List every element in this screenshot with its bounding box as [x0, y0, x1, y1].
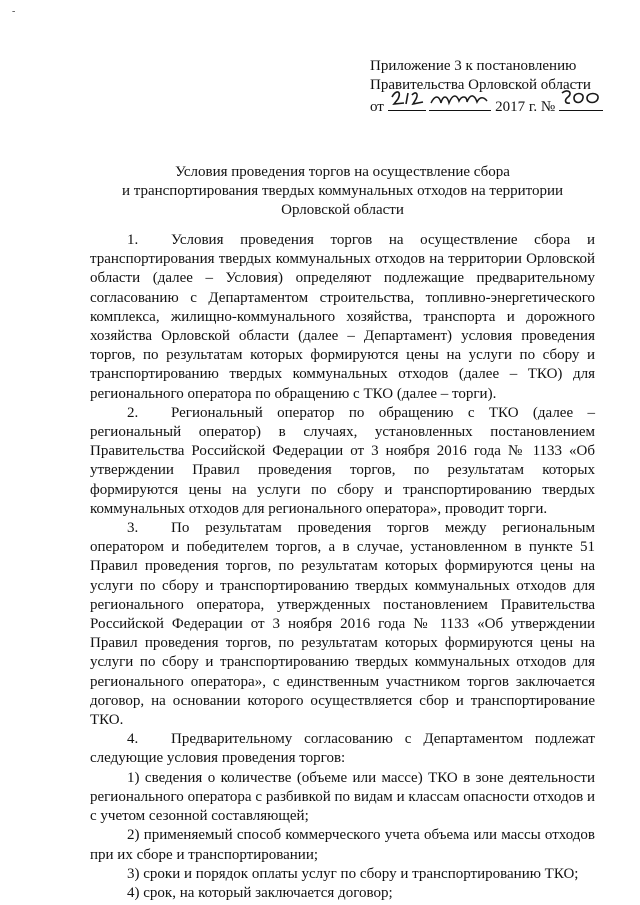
paragraph-3 — [90, 519, 595, 730]
handwritten-number-icon — [559, 87, 603, 109]
list-item-text: 1) сведения о количестве (объеме или массе) ТКО в зоне деятельности регионального оператора с разбивкой по видам и классам опасности отходов и с учетом сезонной составляющей; — [90, 769, 595, 825]
paragraph-2 — [90, 404, 595, 519]
paragraph-text: Условия проведения торгов на осуществление сбора и транспортирования твердых коммунальных отходов на территории Орловской области (далее – Условия) определяют подлежащие предварительному согласованию с Департаментом строительства, топливно-энергетического комплекса, жилищно-коммунального хозяйства, транспорта и дорожного хозяйства Орловской области (далее – Департамент) условия проведения торгов, по результатам которых формируются цены на услуги по сбору и транспортированию твердых коммунальных отходов (далее – ТКО) для регионального оператора по обращению с ТКО (далее – торги). — [90, 232, 595, 402]
paragraph-number: 1. — [127, 232, 139, 248]
handwritten-month — [429, 95, 491, 111]
paragraph-4 — [90, 730, 595, 768]
annex-line-2: Правительства Орловской области — [370, 77, 591, 93]
list-item-text: 3) сроки и порядок оплаты услуг по сбору и транспортированию ТКО; — [127, 865, 579, 882]
date-year: 2017 г. № — [495, 99, 556, 115]
paragraph-1 — [90, 231, 595, 404]
document-title — [90, 163, 595, 220]
document-body — [90, 231, 595, 903]
list-item-4 — [90, 884, 595, 903]
list-item-2 — [90, 826, 595, 864]
annex-block — [370, 57, 603, 117]
corner-mark: - — [12, 6, 16, 17]
annex-line-1: Приложение 3 к постановлению — [370, 58, 577, 74]
paragraph-text: По результатам проведения торгов между региональным оператором и победителем торгов, а в случае, установленном в пункте 51 Правил проведения торгов, по результатам которых формируются цены на услуги по сбору и транспортированию твердых коммунальных отходов для регионального оператора, утвержденных постановлением Правительства Российской Федерации от 3 ноября 2016 года № 1133 «Об утверждении Правил проведения торгов, по результатам которых формируются цены на услуги по сбору и транспортированию твердых коммунальных отходов для регионального оператора», с единственным участником торгов заключается договор, на основании которого осуществляется сбор и транспортирование ТКО. — [90, 520, 595, 729]
list-item-3 — [90, 865, 595, 884]
handwritten-day — [388, 95, 426, 111]
title-line-3: Орловской области — [281, 202, 404, 218]
paragraph-text: Региональный оператор по обращению с ТКО (далее – региональный оператор) в случаях, установленных постановлением Правительства Российской Федерации от 3 ноября 2016 года № 1133 «Об утверждении Правил проведения торгов, по результатам которых формируются цены на услуги по сбору и транспортированию твердых коммунальных отходов для регионального оператора», проводит торги. — [90, 404, 595, 517]
list-item-text: 4) срок, на который заключается договор; — [127, 884, 393, 901]
paragraph-number: 3. — [127, 520, 139, 537]
date-prefix: от — [370, 99, 384, 115]
title-line-2: и транспортирования твердых коммунальных отходов на территории — [121, 183, 564, 199]
handwritten-month-icon — [429, 87, 491, 109]
paragraph-text: Предварительному согласованию с Департаментом подлежат следующие условия проведения торгов: — [90, 731, 595, 767]
handwritten-day-icon — [388, 87, 426, 109]
paragraph-number: 4. — [127, 731, 139, 748]
handwritten-number — [559, 95, 603, 111]
paragraph-number: 2. — [127, 404, 139, 421]
annex-date-line — [370, 95, 603, 117]
list-item-1 — [90, 769, 595, 827]
title-line-1: Условия проведения торгов на осуществление сбора — [175, 164, 510, 180]
list-item-text: 2) применяемый способ коммерческого учета объема или массы отходов при их сборе и транспортировании; — [90, 827, 595, 863]
